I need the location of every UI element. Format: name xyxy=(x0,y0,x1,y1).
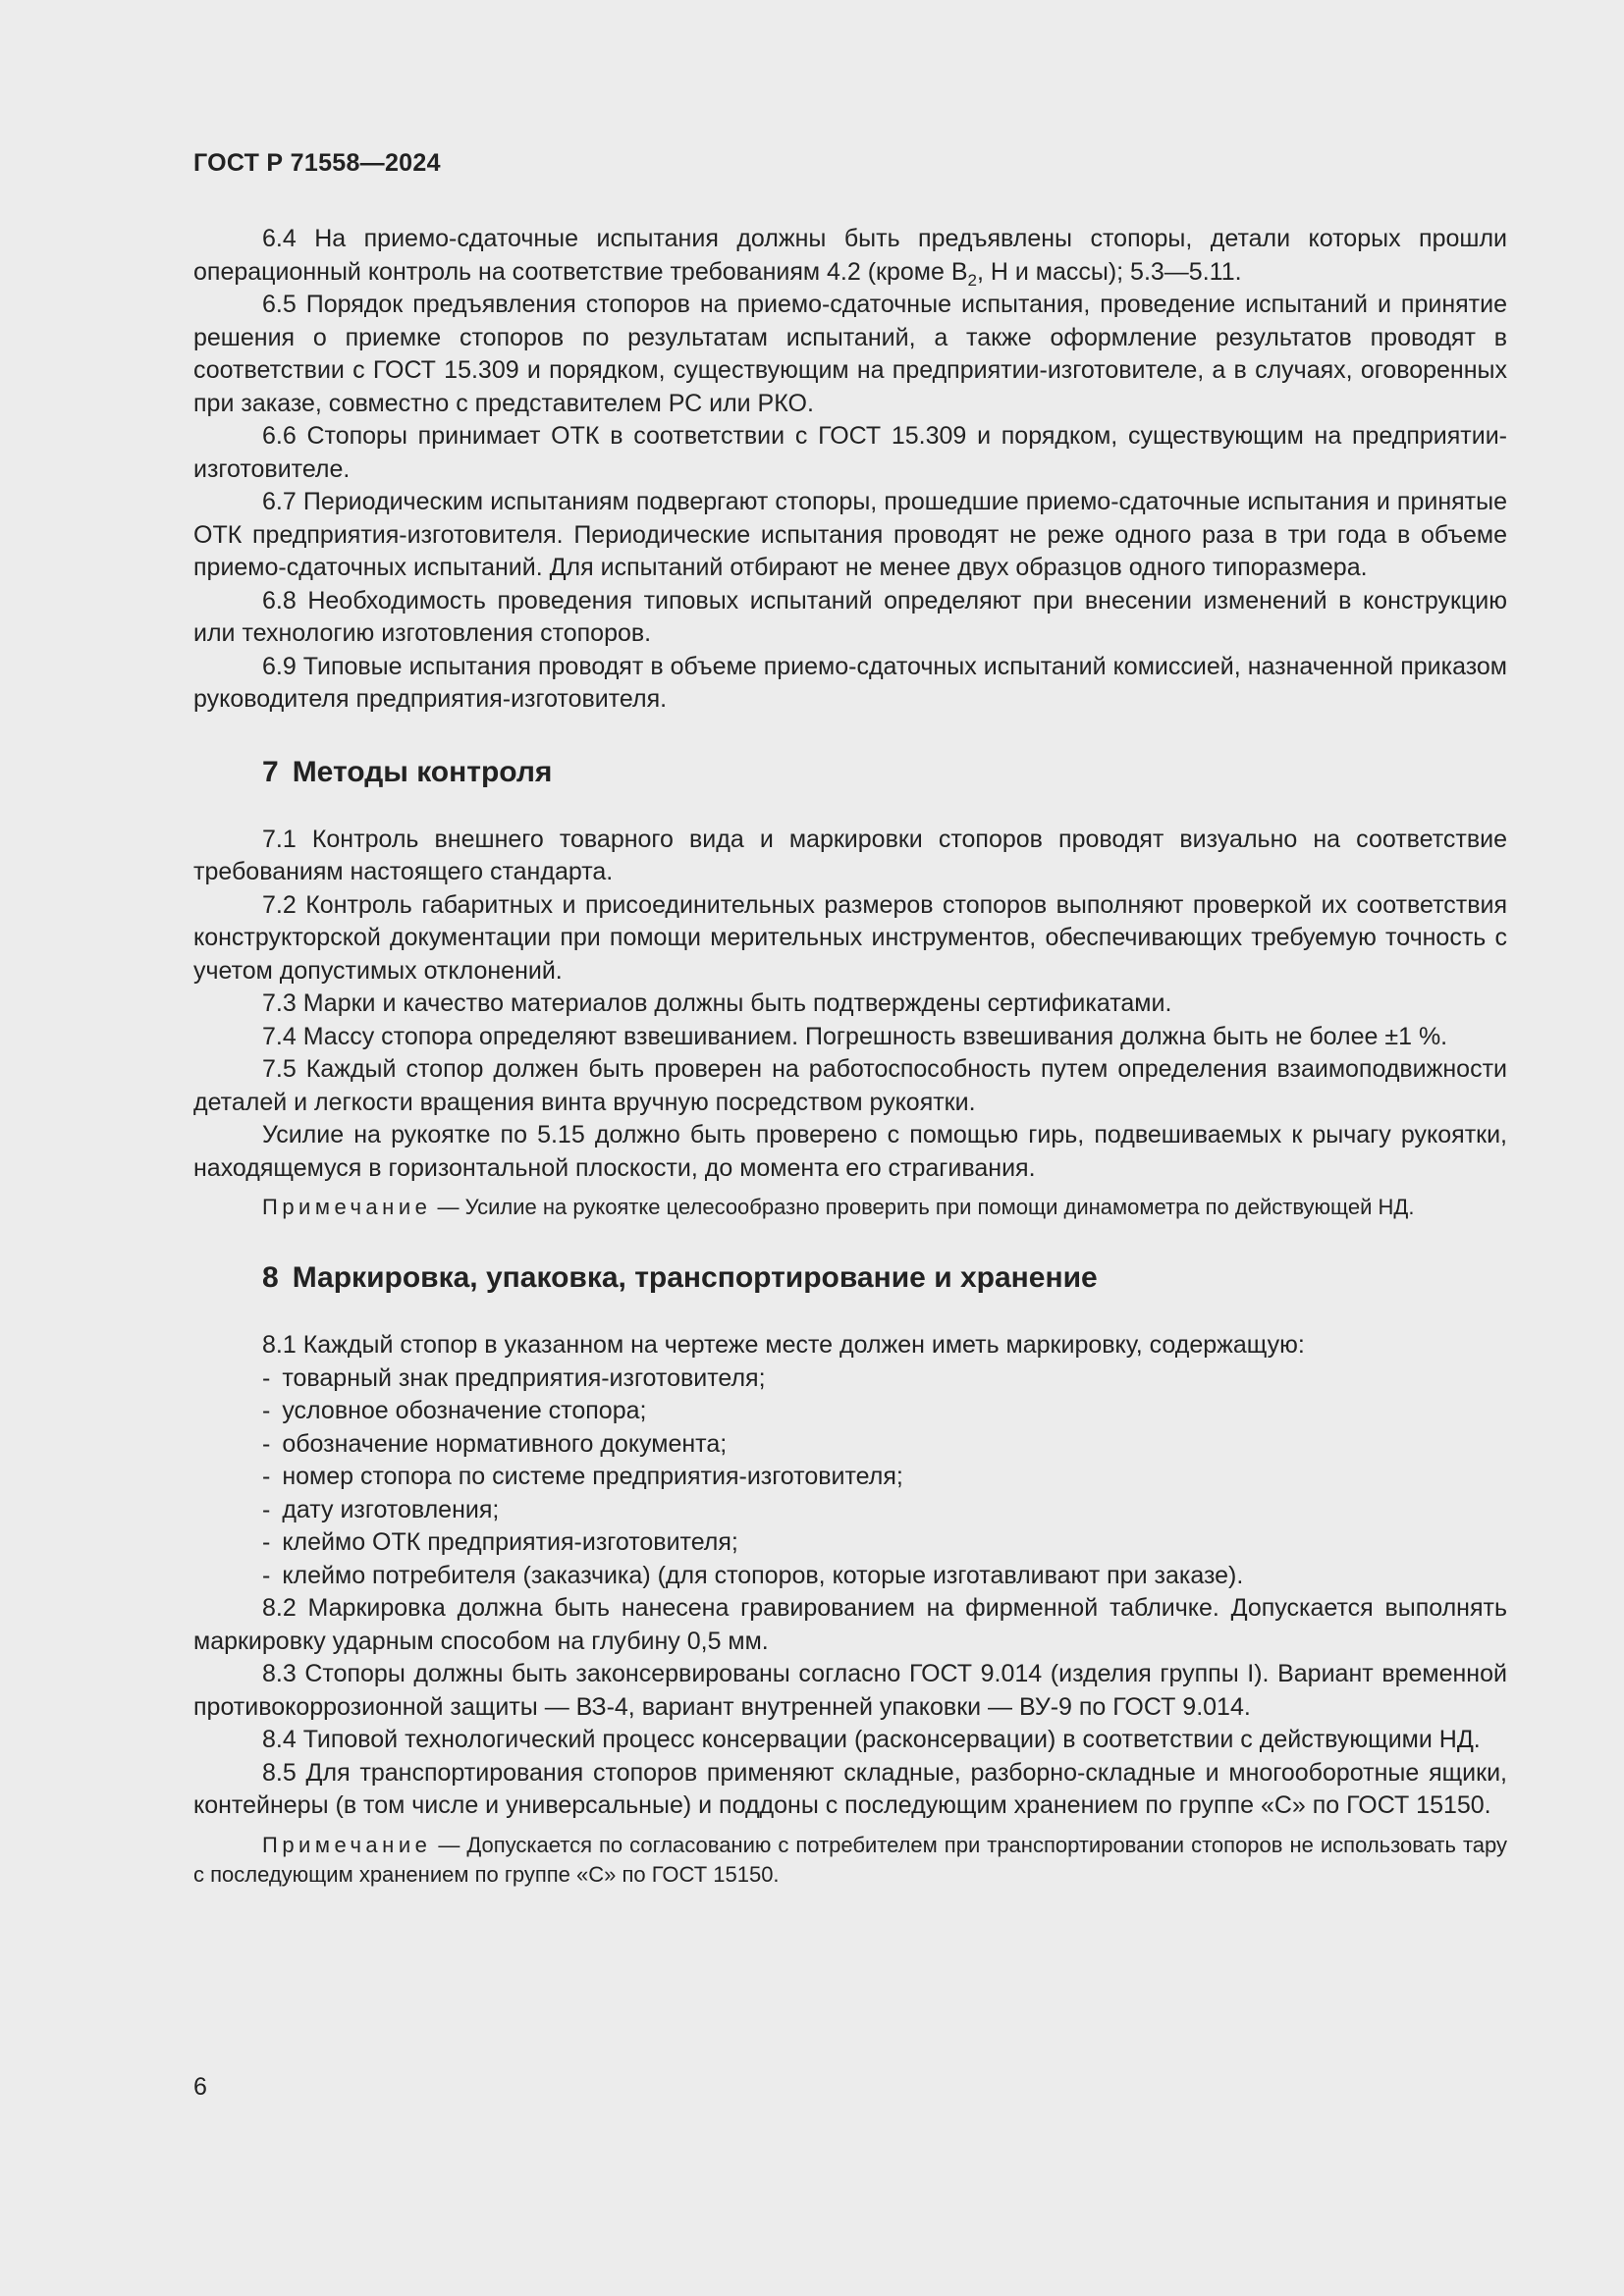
note-text: — Усилие на рукоятке целесообразно проверить при помощи динамометра по действующей НД. xyxy=(431,1195,1415,1219)
list-dash: - xyxy=(262,1561,271,1589)
paragraph-7-3: 7.3 Марки и качество материалов должны быть подтверждены сертификатами. xyxy=(262,989,1172,1017)
paragraph-6-9: 6.9 Типовые испытания проводят в объеме приемо-сдаточных испытаний комиссией, назначенной приказом руководителя предприятия-изготовителя. xyxy=(193,652,1507,713)
list-item xyxy=(193,1395,1507,1428)
paragraph-7-4: 7.4 Массу стопора определяют взвешиванием. Погрешность взвешивания должна быть не более ±1 %. xyxy=(262,1022,1448,1050)
paragraph-6-4 xyxy=(193,223,1507,289)
list-item-text: дату изготовления; xyxy=(282,1495,500,1523)
list-item-text: клеймо потребителя (заказчика) (для стопоров, которые изготавливают при заказе). xyxy=(282,1561,1244,1589)
paragraph-8-2: 8.2 Маркировка должна быть нанесена гравированием на фирменной табличке. Допускается выполнять маркировку ударным способом на глубину 0,5 мм. xyxy=(193,1594,1507,1655)
page-number: 6 xyxy=(193,2073,207,2101)
list-item-text: номер стопора по системе предприятия-изготовителя; xyxy=(282,1463,903,1490)
paragraph-6-5: 6.5 Порядок предъявления стопоров на приемо-сдаточные испытания, проведение испытаний и принятие решения о приемке стопоров по результатам испытаний, а также оформление результатов проводят в соответствии с ГОСТ 15.309 и порядком, существующим на предприятии-изготовителе, а в случаях, оговоренных при заказе, совместно с представителем РС или РКО. xyxy=(193,291,1507,417)
list-item xyxy=(193,1526,1507,1560)
paragraph-6-8: 6.8 Необходимость проведения типовых испытаний определяют при внесении изменений в конструкцию или технологию изготовления стопоров. xyxy=(193,586,1507,647)
list-dash: - xyxy=(262,1397,271,1424)
list-item xyxy=(193,1362,1507,1396)
paragraph-6-4-text-a: 6.4 На приемо-сдаточные испытания должны быть предъявлены стопоры, детали которых прошли операционный контроль на соответствие требованиям 4.2 (кроме В xyxy=(193,225,1507,286)
subscript-2: 2 xyxy=(967,270,977,290)
note-label: Примечание xyxy=(262,1195,432,1219)
list-item-text: товарный знак предприятия-изготовителя; xyxy=(282,1363,766,1392)
section-8-heading xyxy=(262,1260,1507,1296)
list-dash: - xyxy=(262,1463,271,1490)
section-7-number: 7 xyxy=(262,755,279,788)
section-7-title: Методы контроля xyxy=(292,755,553,788)
list-item-text: условное обозначение стопора; xyxy=(282,1397,647,1424)
note-section-7 xyxy=(193,1193,1507,1222)
section-7-heading xyxy=(262,755,1507,790)
list-item xyxy=(193,1461,1507,1494)
paragraph-6-6: 6.6 Стопоры принимает ОТК в соответствии с ГОСТ 15.309 и порядком, существующим на предприятии-изготовителе. xyxy=(193,422,1507,483)
list-dash: - xyxy=(262,1495,271,1523)
note-section-8 xyxy=(193,1831,1507,1890)
document-code-header: ГОСТ Р 71558—2024 xyxy=(193,149,441,177)
note-label: Примечание xyxy=(262,1832,432,1857)
paragraph-7-1: 7.1 Контроль внешнего товарного вида и маркировки стопоров проводят визуально на соответствие требованиям настоящего стандарта. xyxy=(193,825,1507,885)
list-item-text: обозначение нормативного документа; xyxy=(282,1429,728,1458)
paragraph-7-5: 7.5 Каждый стопор должен быть проверен на работоспособность путем определения взаимоподвижности деталей и легкости вращения винта вручную посредством рукоятки. xyxy=(193,1055,1507,1116)
paragraph-7-5-continuation: Усилие на рукоятке по 5.15 должно быть проверено с помощью гирь, подвешиваемых к рычагу рукоятки, находящемуся в горизонтальной плоскости, до момента его страгивания. xyxy=(193,1121,1507,1182)
list-dash: - xyxy=(262,1363,271,1392)
section-8-title: Маркировка, упаковка, транспортирование и хранение xyxy=(292,1261,1098,1294)
list-item xyxy=(193,1428,1507,1462)
note-text: — Допускается по согласованию с потребителем при транспортировании стопоров не использовать тару с последующим хранением по группе «С» по ГОСТ 15150. xyxy=(193,1832,1507,1887)
paragraph-8-3: 8.3 Стопоры должны быть законсервированы согласно ГОСТ 9.014 (изделия группы I). Вариант временной противокоррозионной защиты — ВЗ-4, вариант внутренней упаковки — ВУ-9 по ГОСТ 9.014. xyxy=(193,1660,1507,1721)
marking-list xyxy=(193,1362,1507,1593)
page-body xyxy=(193,223,1507,1890)
paragraph-7-2: 7.2 Контроль габаритных и присоединительных размеров стопоров выполняют проверкой их соответствия конструкторской документации при помощи мерительных инструментов, обеспечивающих требуемую точность с учетом допустимых отклонений. xyxy=(193,890,1507,985)
list-dash: - xyxy=(262,1429,271,1458)
list-dash: - xyxy=(262,1528,271,1556)
paragraph-6-7: 6.7 Периодическим испытаниям подвергают стопоры, прошедшие приемо-сдаточные испытания и принятые ОТК предприятия-изготовителя. Периодические испытания проводят не реже одного раза в три года в объеме приемо-сдаточных испытаний. Для испытаний отбирают не менее двух образцов одного типоразмера. xyxy=(193,488,1507,581)
paragraph-6-4-text-b: , Н и массы); 5.3—5.11. xyxy=(976,257,1242,286)
list-item xyxy=(193,1560,1507,1593)
paragraph-8-5: 8.5 Для транспортирования стопоров применяют складные, разборно-складные и многооборотные ящики, контейнеры (в том числе и универсальные) и поддоны с последующим хранением по группе «С» по ГОСТ 15150. xyxy=(193,1758,1507,1819)
paragraph-8-4: 8.4 Типовой технологический процесс консервации (расконсервации) в соответствии с действующими НД. xyxy=(262,1726,1481,1753)
list-item xyxy=(193,1494,1507,1527)
paragraph-8-1: 8.1 Каждый стопор в указанном на чертеже месте должен иметь маркировку, содержащую: xyxy=(262,1331,1305,1359)
section-8-number: 8 xyxy=(262,1261,279,1294)
list-item-text: клеймо ОТК предприятия-изготовителя; xyxy=(282,1528,738,1556)
